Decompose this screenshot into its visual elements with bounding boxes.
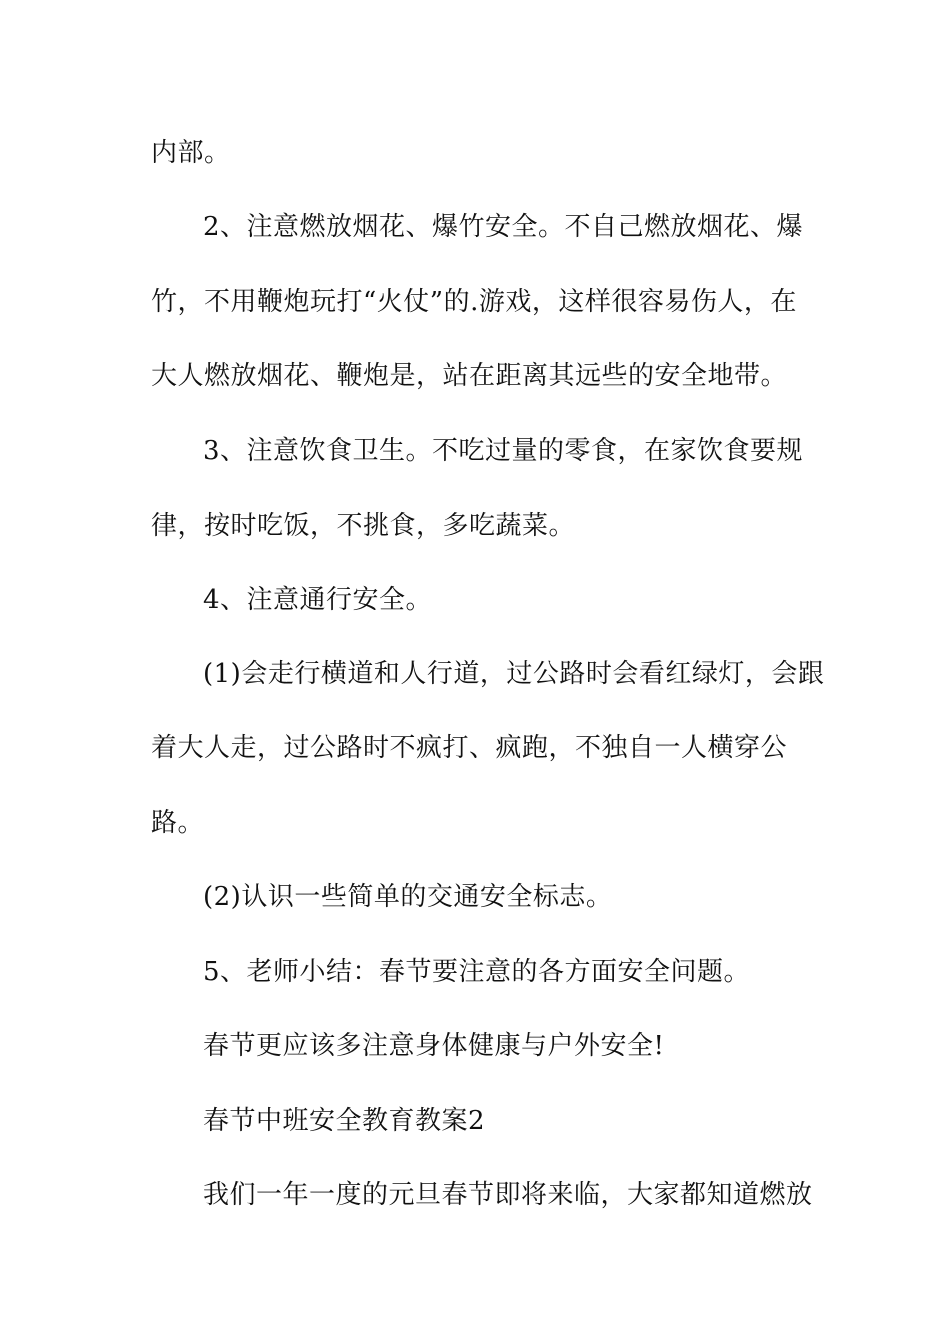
text-line: 我们一年一度的元旦春节即将来临，大家都知道燃放 xyxy=(203,1180,813,1210)
text-line: 3、注意饮食卫生。不吃过量的零食，在家饮食要规 xyxy=(203,436,804,466)
text-line: 律，按时吃饭，不挑食，多吃蔬菜。 xyxy=(151,511,576,541)
text-line: 着大人走，过公路时不疯打、疯跑，不独自一人横穿公 xyxy=(151,733,788,763)
text-line: 4、注意通行安全。 xyxy=(203,585,433,615)
section-heading: 春节中班安全教育教案2 xyxy=(203,1106,486,1136)
text-line: 5、老师小结：春节要注意的各方面安全问题。 xyxy=(203,957,751,987)
text-line: (2)认识一些简单的交通安全标志。 xyxy=(203,882,613,912)
text-line: 大人燃放烟花、鞭炮是，站在距离其远些的安全地带。 xyxy=(151,361,788,391)
text-line: 春节更应该多注意身体健康与户外安全! xyxy=(203,1031,665,1061)
text-line: 2、注意燃放烟花、爆竹安全。不自己燃放烟花、爆 xyxy=(203,212,804,242)
text-line: 内部。 xyxy=(151,138,231,168)
text-line: 路。 xyxy=(151,808,205,838)
text-line: (1)会走行横道和人行道，过公路时会看红绿灯，会跟 xyxy=(203,659,825,689)
text-line: 竹，不用鞭炮玩打“火仗”的.游戏，这样很容易伤人，在 xyxy=(151,287,797,317)
